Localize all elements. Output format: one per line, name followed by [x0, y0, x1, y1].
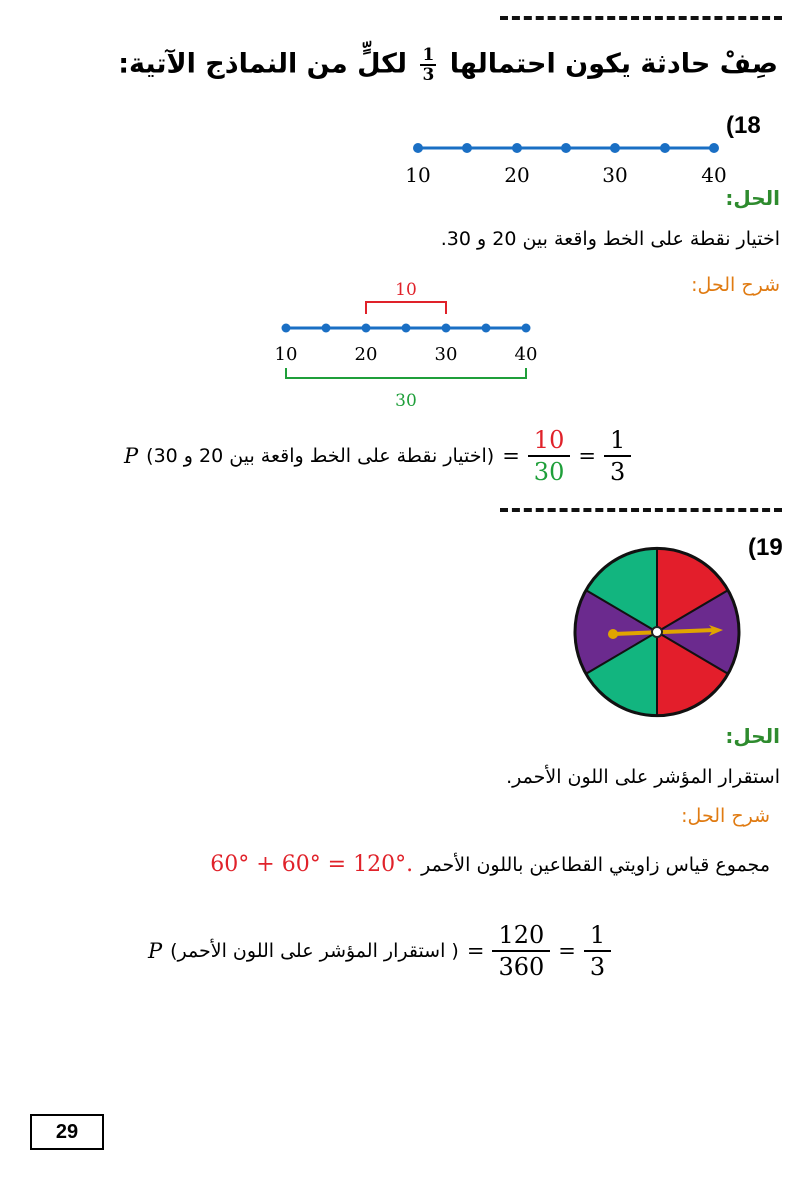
number-line-point [413, 143, 423, 153]
heading-before: صِفْ حادثة يكون احتمالها [449, 48, 778, 80]
page-heading [118, 46, 778, 84]
segment-bracket [366, 302, 446, 314]
question-19-number: (19 [748, 534, 783, 561]
diagram-tick-label: 40 [514, 344, 538, 365]
eq-fraction-2: $\frac{1}{3}$ [584, 920, 611, 982]
diagram-tick-label: 30 [434, 344, 458, 365]
q19-probability-equation [148, 920, 611, 982]
page-number: 29 [30, 1114, 104, 1150]
number-line-point [610, 143, 620, 153]
spinner [570, 544, 744, 720]
diagram-point [522, 324, 531, 333]
q19-solution-label: الحل: [725, 724, 780, 748]
tick-label: 20 [504, 163, 530, 187]
eq-event: (اختيار نقطة على الخط واقعة بين 20 و 30) [146, 445, 495, 467]
q18-solution-text: اختيار نقطة على الخط واقعة بين 20 و 30. [440, 228, 780, 250]
diagram-point [282, 324, 291, 333]
eq-equals: = [502, 444, 520, 468]
number-line-point [462, 143, 472, 153]
q19-angle-statement [210, 852, 770, 877]
q18-probability-equation [124, 425, 631, 487]
number-line-point [660, 143, 670, 153]
q18-number-line [400, 120, 730, 190]
tick-label: 30 [602, 163, 628, 187]
eq-fraction-1: $\frac{120}{360}$ [492, 920, 550, 982]
eq-p: P [124, 444, 139, 468]
eq-equals-2: = [558, 939, 576, 963]
angle-sentence: مجموع قياس زاويتي القطاعين باللون الأحمر [421, 853, 770, 876]
diagram-tick-label: 20 [354, 344, 378, 365]
number-line-point [709, 143, 719, 153]
number-line-point [512, 143, 522, 153]
q18-explanation-label: شرح الحل: [691, 274, 780, 296]
spinner-hub [652, 627, 662, 637]
segment-label: 10 [395, 280, 417, 300]
total-label: 30 [395, 391, 417, 411]
diagram-point [362, 324, 371, 333]
eq-event: ( استقرار المؤشر على اللون الأحمر) [170, 940, 459, 962]
eq-fraction-2: $\frac{1}{3}$ [604, 425, 631, 487]
angle-math: 60° + 60° = 120°. [210, 852, 414, 877]
eq-equals-2: = [578, 444, 596, 468]
total-bracket [286, 368, 526, 378]
eq-equals: = [466, 939, 485, 963]
heading-fraction: $\frac{1}{3}$ [422, 45, 435, 85]
diagram-point [442, 324, 451, 333]
diagram-tick-label: 10 [274, 344, 298, 365]
diagram-point [402, 324, 411, 333]
separator-top [500, 16, 782, 20]
number-line-point [561, 143, 571, 153]
tick-label: 10 [405, 163, 431, 187]
question-18-number: (18 [726, 112, 761, 139]
heading-after: لكلٍّ من النماذج الآتية: [118, 48, 408, 80]
diagram-point [322, 324, 331, 333]
separator-middle [500, 508, 782, 512]
eq-fraction-1: $\frac{10}{30}$ [528, 425, 571, 487]
tick-label: 40 [701, 163, 727, 187]
q18-explanation-diagram [260, 270, 560, 420]
eq-p: P [148, 939, 163, 963]
q19-explanation-label: شرح الحل: [681, 805, 770, 827]
q19-solution-text: استقرار المؤشر على اللون الأحمر. [506, 766, 780, 788]
spinner-pointer-tail [608, 629, 618, 639]
diagram-point [482, 324, 491, 333]
q18-solution-label: الحل: [725, 186, 780, 210]
